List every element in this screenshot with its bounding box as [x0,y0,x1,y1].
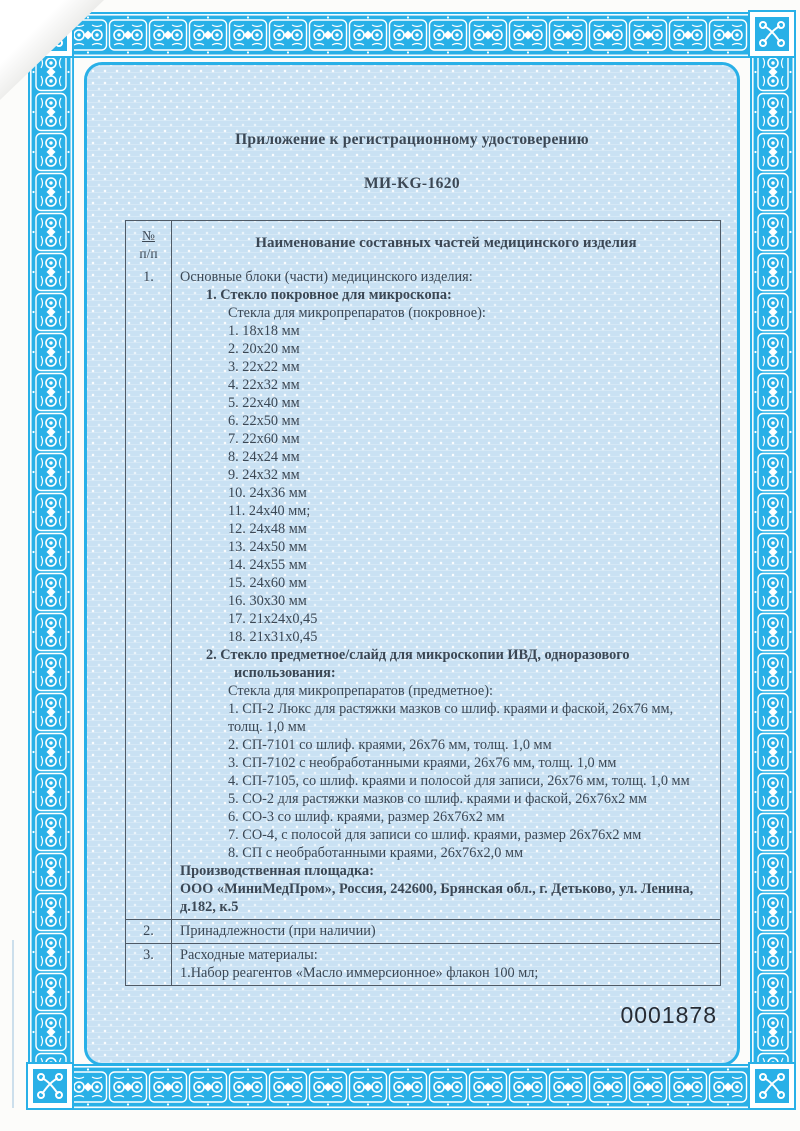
table-body [126,266,720,985]
content-line: 8. 24х24 мм [228,449,300,465]
table-row [126,919,720,943]
content-line: 1. СП-2 Люкс для растяжки мазков со шлиф. краями и фаской, 26х76 мм, толщ. 1,0 мм [228,701,674,735]
content-line: 1.Набор реагентов «Масло иммерсионное» флакон 100 мл; [180,965,539,981]
content-line: 1. 18х18 мм [228,323,300,339]
content-line: 5. 22х40 мм [228,395,300,411]
ornamental-border-top [28,12,796,58]
content-line: Стекла для микропрепаратов (покровное): [228,305,486,321]
content-line: 18. 21х31х0,45 [228,629,318,645]
content-line: 16. 30х30 мм [228,593,307,609]
content-line: 9. 24х32 мм [228,467,300,483]
content-line: 11. 24х40 мм; [228,503,311,519]
content-line: 7. СО-4, с полосой для записи со шлиф. краями, размер 26х76х2 мм [228,827,642,843]
document-header [87,131,737,193]
corner-ornament-icon [26,1062,74,1110]
content-line: 2. СП-7101 со шлиф. краями, 26х76 мм, толщ. 1,0 мм [228,737,552,753]
corner-ornament-icon [748,1062,796,1110]
row-number: 2. [126,920,172,943]
certificate-inner-area [84,62,740,1066]
content-line: Расходные материалы: [180,947,318,963]
content-line: Производственная площадка: [180,863,374,879]
content-line: 6. СО-3 со шлиф. краями, размер 26х76х2 мм [228,809,505,825]
content-line: 12. 24х48 мм [228,521,307,537]
ornamental-border-right [750,12,796,1110]
content-line: ООО «МиниМедПром», Россия, 242600, Брянская обл., г. Детьково, ул. Ленина, д.182, к.5 [180,881,694,915]
header-num-pp: п/п [139,245,158,261]
header-num-sign: № [142,227,155,243]
components-table [125,220,721,986]
page-title: Приложение к регистрационному удостоверению [235,131,589,148]
content-line: 13. 24х50 мм [228,539,307,555]
content-line: 4. 22х32 мм [228,377,300,393]
content-line: 2. 20х20 мм [228,341,300,357]
serial-number: 0001878 [620,1002,717,1028]
content-line: Стекла для микропрепаратов (предметное): [228,683,493,699]
content-line: Основные блоки (части) медицинского изделия: [180,269,473,285]
content-line: 1. Стекло покровное для микроскопа: [206,287,452,303]
content-line: 5. СО-2 для растяжки мазков со шлиф. краями и фаской, 26х76х2 мм [228,791,647,807]
content-line: 17. 21х24х0,45 [228,611,318,627]
corner-ornament-icon [748,10,796,58]
row-content [172,944,720,985]
content-line: 14. 24х55 мм [228,557,307,573]
ornamental-border-bottom [28,1064,796,1110]
content-line: 6. 22х50 мм [228,413,300,429]
header-name-cell: Наименование составных частей медицинского изделия [255,235,637,251]
row-content [172,266,720,919]
content-line: 4. СП-7105, со шлиф. краями и полосой для записи, 26х76 мм, толщ. 1,0 мм [228,773,690,789]
table-row [126,266,720,919]
scanned-page-edge [12,940,14,1108]
content-line: 8. СП с необработанными краями, 26х76х2,0 мм [228,845,524,861]
ornamental-border-left [28,12,74,1110]
content-line: 10. 24х36 мм [228,485,307,501]
registration-number: МИ-KG-1620 [363,175,461,192]
content-line: Принадлежности (при наличии) [180,923,376,939]
header-num-cell [126,221,172,266]
content-line: 2. Стекло предметное/слайд для микроскопии ИВД, одноразового использования: [206,647,630,681]
row-content [172,920,720,943]
content-line: 7. 22х60 мм [228,431,300,447]
content-line: 3. СП-7102 с необработанными краями, 26х76 мм, толщ. 1,0 мм [228,755,617,771]
table-header-row [126,221,720,266]
table-row [126,943,720,985]
row-number: 3. [126,944,172,985]
content-line: 15. 24х60 мм [228,575,307,591]
row-number: 1. [126,266,172,919]
content-line: 3. 22х22 мм [228,359,300,375]
